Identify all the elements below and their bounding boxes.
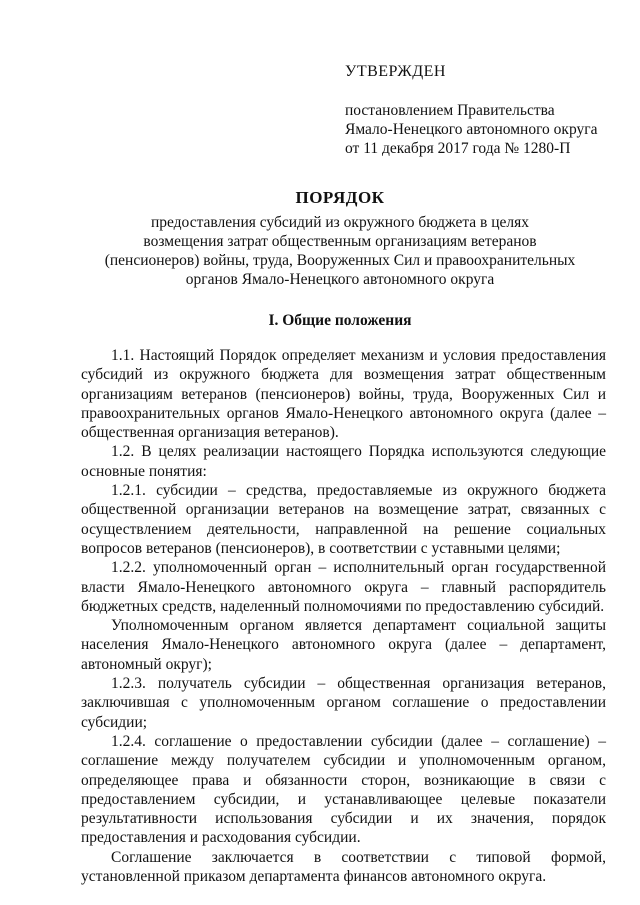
paragraph-authorized-body: Уполномоченным органом является департамент социальной защиты населения Ямало-Ненецкого автономного округа (далее – департамент, автономный округ); <box>81 617 606 673</box>
document-subtitle-line-2: возмещения затрат общественным организациям ветеранов <box>143 233 537 250</box>
approval-block <box>345 62 615 158</box>
approval-stamp: УТВЕРЖДЕН <box>345 63 446 80</box>
paragraph-1-2-1: 1.2.1. субсидии – средства, предоставляемые из окружного бюджета общественной организации ветеранов на возмещение затрат, связанных с осуществлением деятельности, направленной на решение социальных вопросов ветеранов (пенсионеров), в соответствии с уставными целями; <box>81 482 606 557</box>
document-body <box>81 346 606 886</box>
document-subtitle-line-4: органов Ямало-Ненецкого автономного округа <box>185 271 495 288</box>
paragraph-1-2-2: 1.2.2. уполномоченный орган – исполнительный орган государственной власти Ямало-Ненецкого автономного округа – главный распорядитель бюджетных средств, наделенный полномочиями по предоставлению субсидий. <box>81 559 606 615</box>
paragraph-1-2: 1.2. В целях реализации настоящего Порядка используются следующие основные понятия: <box>81 443 606 480</box>
paragraph-1-2-3: 1.2.3. получатель субсидии – общественная организация ветеранов, заключившая с уполномоченным органом соглашение о предоставлении субсидии; <box>81 675 606 731</box>
paragraph-agreement: Соглашение заключается в соответствии с типовой формой, установленной приказом департамента финансов автономного округа. <box>81 848 606 886</box>
approval-line-3: от 11 декабря 2017 года № 1280-П <box>345 140 571 157</box>
paragraph-1-1: 1.1. Настоящий Порядок определяет механизм и условия предоставления субсидий из окружного бюджета для возмещения затрат общественным организациям ветеранов (пенсионеров) войны, труда, Вооруженных Сил и правоохранительных органов Ямало-Ненецкого автономного округа (далее – общественная организация ветеранов). <box>81 347 606 442</box>
paragraph-1-2-4: 1.2.4. соглашение о предоставлении субсидии (далее – соглашение) – соглашение между получателем субсидии и уполномоченным органом, определяющее права и обязанности сторон, возникающие в связи с предоставлением субсидии, и устанавливающее целевые показатели результативности использования субсидии и их значения, порядок предоставления и расходования субсидии. <box>81 732 606 847</box>
document-title: ПОРЯДОК <box>295 188 385 207</box>
approval-line-2: Ямало-Ненецкого автономного округа <box>345 121 598 138</box>
section-heading: I. Общие положения <box>268 312 412 329</box>
document-subtitle-line-1: предоставления субсидий из окружного бюджета в целях <box>150 214 530 231</box>
approval-line-1: постановлением Правительства <box>345 102 555 119</box>
document-title-block <box>60 188 620 289</box>
document-subtitle-line-3: (пенсионеров) войны, труда, Вооруженных Сил и правоохранительных <box>104 252 576 269</box>
